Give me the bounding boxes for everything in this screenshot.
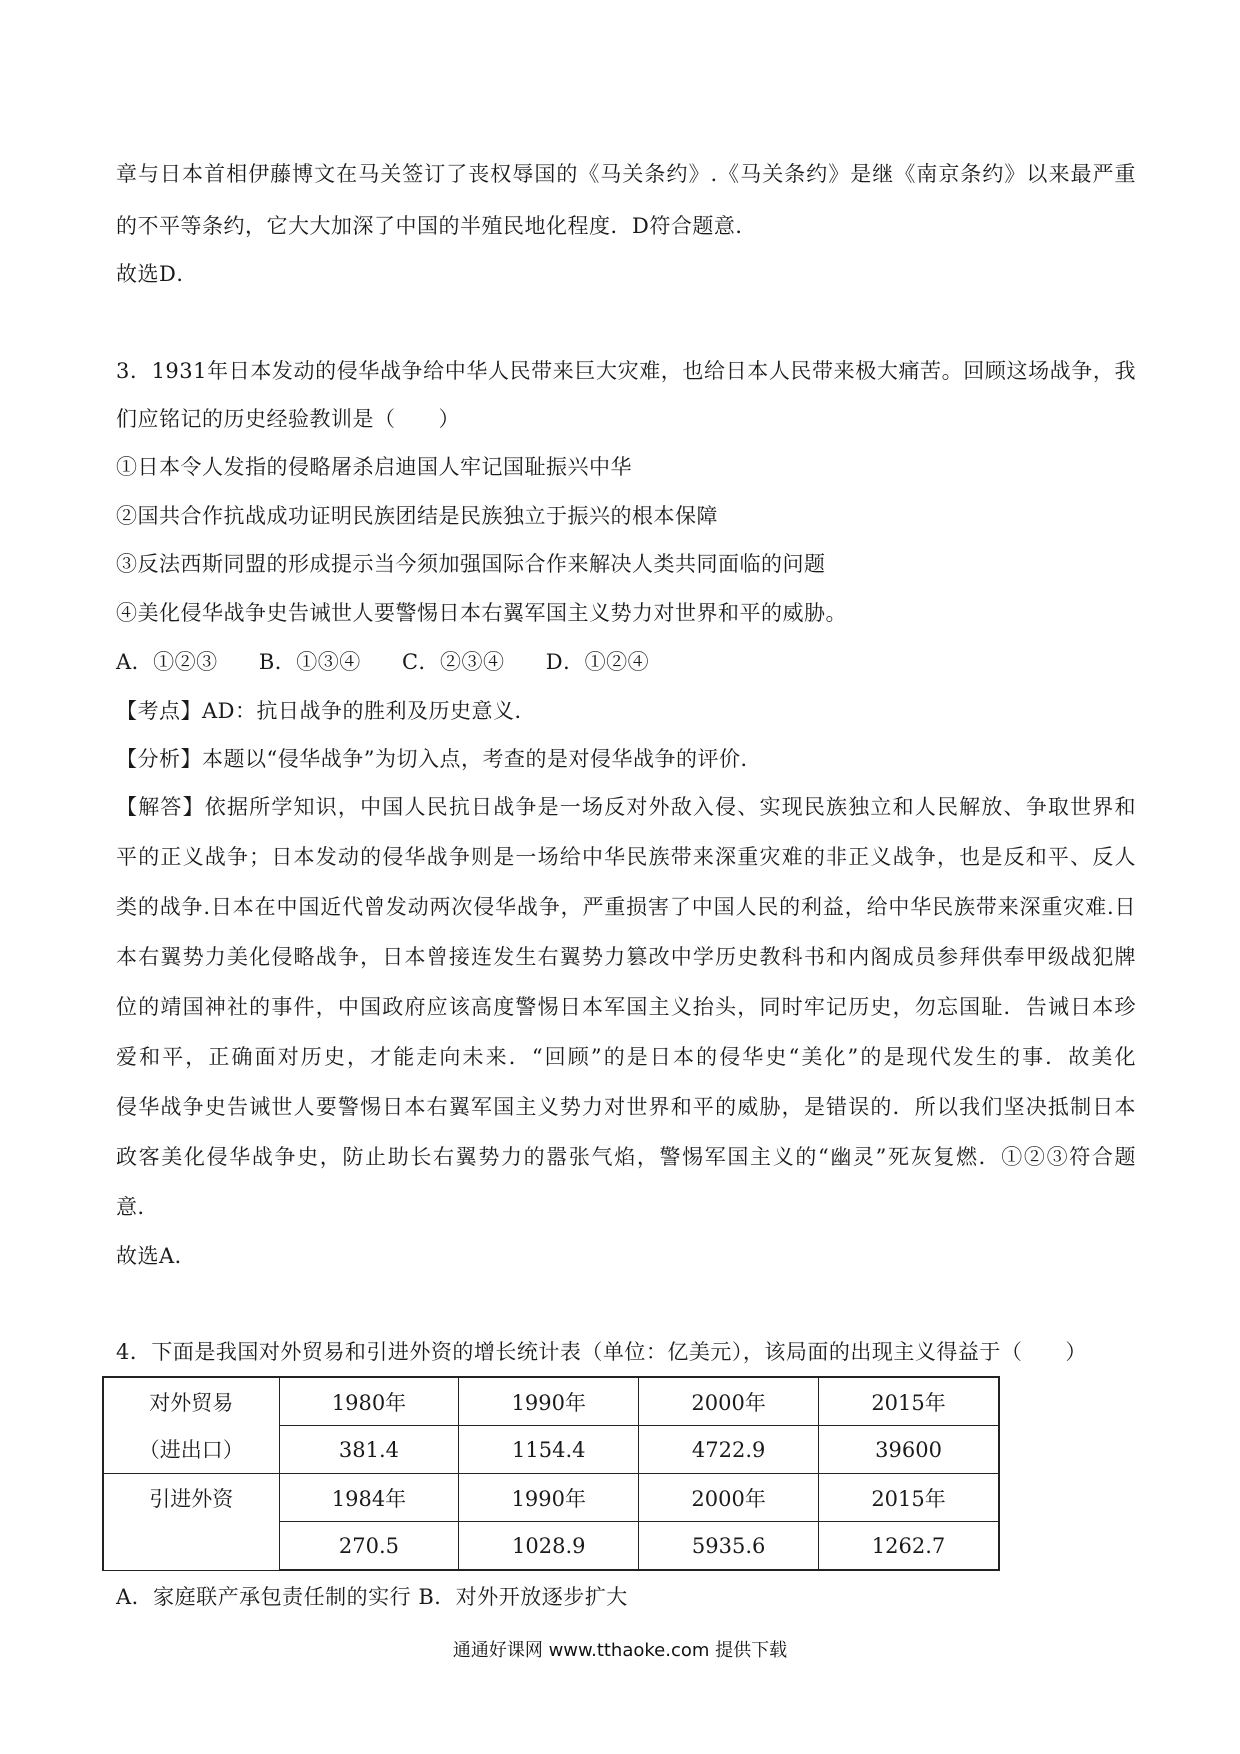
answer-line: 故选D．: [116, 262, 198, 286]
table-row: [103, 1377, 999, 1426]
table-cell: 2000年: [639, 1474, 819, 1522]
question-3-options: [116, 648, 683, 676]
jieda-line: 政客美化侵华战争史，防止助长右翼势力的嚣张气焰，警惕军国主义的“幽灵”死灰复燃．①②③符合题: [116, 1145, 1136, 1169]
option-c: C．②③④: [401, 650, 505, 674]
table-cell: 1990年: [459, 1474, 639, 1522]
table-cell: 270.5: [279, 1522, 459, 1571]
table-cell: 1984年: [279, 1474, 459, 1522]
jieda-line: 平的正义战争；日本发动的侵华战争则是一场给中华民族带来深重灾难的非正义战争，也是反和平、反人: [116, 845, 1136, 869]
paragraph-line: 章与日本首相伊藤博文在马关签订了丧权辱国的《马关条约》.《马关条约》是继《南京条约》以来最严重: [116, 162, 1136, 186]
statistics-table: [102, 1376, 1000, 1571]
table-row-label-empty: [103, 1522, 279, 1571]
question-3-stem: 们应铭记的历史经验教训是（ ）: [116, 407, 460, 431]
jieda-line: 位的靖国神社的事件，中国政府应该高度警惕日本军国主义抬头，同时牢记历史，勿忘国耻．告诫日本珍: [116, 995, 1136, 1019]
table-cell: 1990年: [459, 1377, 639, 1426]
jieda-line: 意．: [116, 1195, 159, 1219]
table-row-label: （进出口）: [103, 1426, 279, 1474]
jieda-line: 爱和平，正确面对历史，才能走向未来．“回顾”的是日本的侵华史“美化”的是现代发生的事．故美化: [116, 1045, 1136, 1069]
table-cell: 1154.4: [459, 1426, 639, 1474]
jieda-line: 侵华战争史告诫世人要警惕日本右翼军国主义势力对世界和平的威胁，是错误的．所以我们坚决抵制日本: [116, 1095, 1136, 1119]
jieda-line: 本右翼势力美化侵略战争，日本曾接连发生右翼势力篡改中学历史教科书和内阁成员参拜供奉甲级战犯牌: [116, 945, 1136, 969]
table-cell: 381.4: [279, 1426, 459, 1474]
option-b: B．①③④: [258, 650, 361, 674]
table-row: [103, 1474, 999, 1522]
paragraph-line: 的不平等条约，它大大加深了中国的半殖民地化程度．D符合题意．: [116, 214, 757, 238]
table-cell: 2015年: [819, 1377, 999, 1426]
table-cell: 1262.7: [819, 1522, 999, 1571]
table-cell: 5935.6: [639, 1522, 819, 1571]
table-row-label: 对外贸易: [103, 1377, 279, 1426]
statement-4: ④美化侵华战争史告诫世人要警惕日本右翼军国主义势力对世界和平的威胁。: [116, 601, 847, 625]
table-row: [103, 1522, 999, 1571]
statement-3: ③反法西斯同盟的形成提示当今须加强国际合作来解决人类共同面临的问题: [116, 552, 826, 576]
table-row-label: 引进外资: [103, 1474, 279, 1522]
option-a: A．①②③: [116, 650, 218, 674]
kaodian: 【考点】AD：抗日战争的胜利及历史意义．: [116, 699, 537, 723]
table-cell: 1980年: [279, 1377, 459, 1426]
question-3-stem: 3．1931年日本发动的侵华战争给中华人民带来巨大灾难，也给日本人民带来极大痛苦。回顾这场战争，我: [116, 359, 1136, 383]
table-cell: 2000年: [639, 1377, 819, 1426]
table-cell: 1028.9: [459, 1522, 639, 1571]
table-cell: 2015年: [819, 1474, 999, 1522]
jieda-line: 类的战争.日本在中国近代曾发动两次侵华战争，严重损害了中国人民的利益，给中华民族带来深重灾难.日: [116, 895, 1136, 919]
table-row: [103, 1426, 999, 1474]
table-cell: 39600: [819, 1426, 999, 1474]
page-footer: 通通好课网 www.tthaoke.com 提供下载: [452, 1640, 788, 1661]
table-cell: 4722.9: [639, 1426, 819, 1474]
statement-2: ②国共合作抗战成功证明民族团结是民族独立于振兴的根本保障: [116, 504, 718, 528]
fenxi: 【分析】本题以“侵华战争”为切入点，考查的是对侵华战争的评价．: [116, 747, 762, 771]
jieda-line: 【解答】依据所学知识，中国人民抗日战争是一场反对外敌入侵、实现民族独立和人民解放、争取世界和: [116, 795, 1136, 819]
question-3-answer: 故选A．: [116, 1244, 197, 1268]
statement-1: ①日本令人发指的侵略屠杀启迪国人牢记国耻振兴中华: [116, 455, 632, 479]
option-d: D．①②④: [545, 650, 650, 674]
question-4-stem: 4．下面是我国对外贸易和引进外资的增长统计表（单位：亿美元），该局面的出现主义得益于（ ）: [116, 1340, 1087, 1364]
question-4-options: A．家庭联产承包责任制的实行 B．对外开放逐步扩大: [116, 1585, 628, 1609]
